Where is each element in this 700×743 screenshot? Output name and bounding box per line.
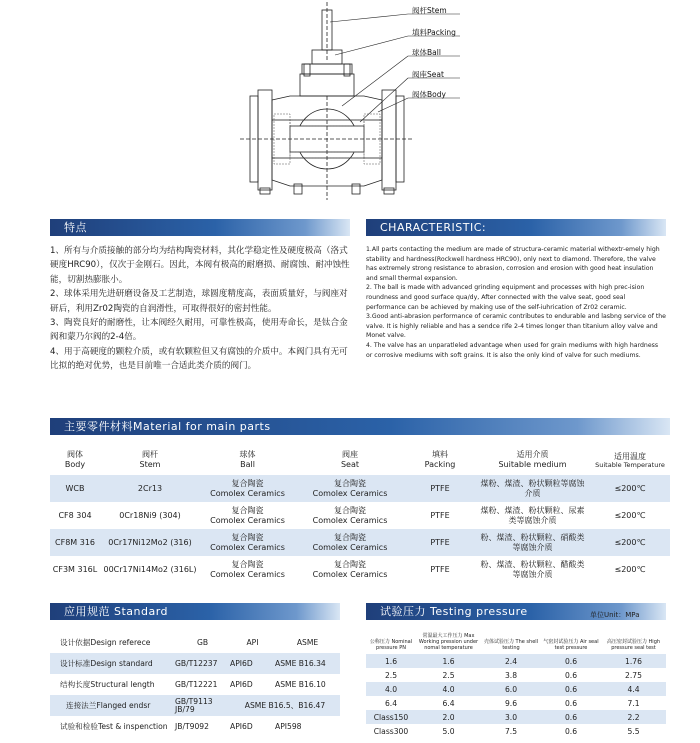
table-row: WCB 2Cr13 复合陶瓷 Comolex Ceramics 复合陶瓷 Comolex Ceramics PTFE 煤粉、煤渣、粉状颗粒等腐蚀介质 ≤200℃ [50,475,670,502]
standard-table [50,632,340,737]
testing-header-row [366,624,666,654]
callout-ball: 球体Ball [412,48,441,57]
features-cn-item: 1、所有与介质接触的部分均为结构陶瓷材料，其化学稳定性及硬度极高（洛式硬度HRC90），仅次于金刚石。因此，本阀有极高的耐磨损、耐腐蚀、耐冲蚀性能，切割热膨胀小。 [50,246,350,285]
materials-header: 适用介质 Suitable medium [498,450,567,469]
table-row: CF8M 316 0Cr17Ni12Mo2 (316) 复合陶瓷 Comolex Ceramics 复合陶瓷 Comolex Ceramics PTFE 粉、煤渣、粉状颗粒、硝酸类等腐蚀介质 ≤200℃ [50,529,670,556]
materials-header: 球体 Ball [239,450,256,469]
table-row: 设计标准Design standard GB/T12237 API6D ASME B16.34 [50,653,340,674]
testing-title: 试验压力 Testing pressure [380,605,528,618]
materials-header: 阀座 Seat [340,450,360,469]
standard-banner [50,603,340,620]
table-row: CF3M 316L 00Cr17Ni14Mo2 (316L) 复合陶瓷 Comolex Ceramics 复合陶瓷 Comolex Ceramics PTFE 粉、煤渣、粉状颗粒、醋酸类等腐蚀介质 ≤200℃ [50,556,670,583]
table-row: Class150 2.0 3.0 0.6 2.2 [366,710,666,724]
table-row: Class300 5.0 7.5 0.6 5.5 [373,726,640,736]
materials-banner [50,418,670,435]
materials-title: 主要零件材料Material for main parts [64,420,271,433]
callout-packing: 填料Packing [412,28,456,37]
callout-seat: 阀座Seat [412,70,444,79]
materials-table [50,445,670,583]
features-en-item: 4. The valve has an unparatleled advantage when used for grain mediums with high hardness or corrosive mediums with soft grains. It is also the only kind of valve for such mediums. [366,341,659,359]
testing-header: 高压密封试验压力 High pressure seal test [606,639,661,651]
features-en-item: 3.Good anti-abrasion performance of ceramic contributes to endurable and lasbng service of the valve. It is highly reliable and has a sendce rife 2-4 times longer than titanium alloy valve and Monet valve. [366,313,666,340]
features-en-banner [366,219,666,236]
testing-header: 气密封试验压力 Air seal test pressure [543,639,599,651]
table-row: 连接法兰Flanged endsr GB/T9113 JB/79 ASME B16.5、B16.47 [50,695,340,716]
features-cn-title: 特点 [64,221,87,234]
features-cn-banner [50,219,350,236]
features-en-title: CHARACTERISTIC: [380,221,487,234]
testing-table [366,624,666,738]
features-cn-item: 2、球体采用先进研磨设备及工艺制造，球圆度精度高，表面质量好，与阀座对研后，利用Zr02陶瓷的自润滑性，可取得很好的密封性能。 [50,289,348,314]
testing-unit: 单位Unit：MPa [590,611,640,619]
features-en-list [366,245,666,360]
table-row: 结构长度Structural length GB/T12221 API6D ASME B16.10 [60,680,326,689]
valve-cross-section-drawing [230,0,470,208]
features-en-item: 2. The ball is made with advanced grinding equipment and processes with high prec-ision roundness and good surface qua/dy, After connected with the valve seat, good seal performance can be achieved by making use of the self-iuhrication of Zr02 ceramic. [366,284,645,311]
testing-header: 壳体试验压力 The shell testing [483,639,539,651]
features-cn-list [50,244,350,374]
features-en-item: 1.All parts contacting the medium are made of structura-ceramic material withextr-emely high stability and hardness(Rockwell hardness HRC90), only next to diamond. Therefore, the valve has extremely strong resistance to abrasion, corrosion and erosion with good heat insulation and small thermal expansion. [366,246,660,282]
table-row: 6.4 6.4 9.6 0.6 7.1 [384,698,640,708]
table-row: 2.5 2.5 3.8 0.6 2.75 [384,670,642,680]
materials-header: 阀杆 Stem [139,450,161,469]
features-cn-item: 4、用于高硬度的颗粒介质，或有软颗粒但又有腐蚀的介质中。本阀门具有无可比拟的绝对优势，也是目前唯一合适此类介质的阀门。 [50,346,348,372]
materials-header: 适用温度 Suitable Temperature [595,451,665,469]
table-row: 1.6 1.6 2.4 0.6 1.76 [366,654,666,668]
table-row: 试验和检验Test & inspenction JB/T9092 API6D API598 [60,722,302,731]
testing-header: 公称压力 Nominal pressure PN [369,639,413,651]
features-cn-item: 3、陶瓷良好的耐磨性，让本阀经久耐用，可靠性极高，使用寿命长，是钛合金阀和蒙乃尔阀的2-4倍。 [50,318,348,343]
testing-header: 常温最大工作压力 Max Working pression under nomal temperature [418,633,479,651]
materials-header: 填料 Packing [424,450,456,469]
table-row: 4.0 4.0 6.0 0.6 4.4 [366,682,666,696]
callout-body: 阀体Body [412,90,446,99]
callout-stem: 阀杆Stem [412,6,447,15]
materials-header-row [50,445,670,475]
materials-header: 阀体 Body [64,450,86,469]
standard-title: 应用规范 Standard [64,605,169,618]
table-row: CF8 304 0Cr18Ni9 (304) 复合陶瓷 Comolex Ceramics 复合陶瓷 Comolex Ceramics PTFE 煤粉、煤渣、粉状颗粒、尿素类等腐蚀介质 ≤200℃ [50,502,670,529]
standard-head-row: 设计依据Design referece GB API ASME [60,638,319,647]
